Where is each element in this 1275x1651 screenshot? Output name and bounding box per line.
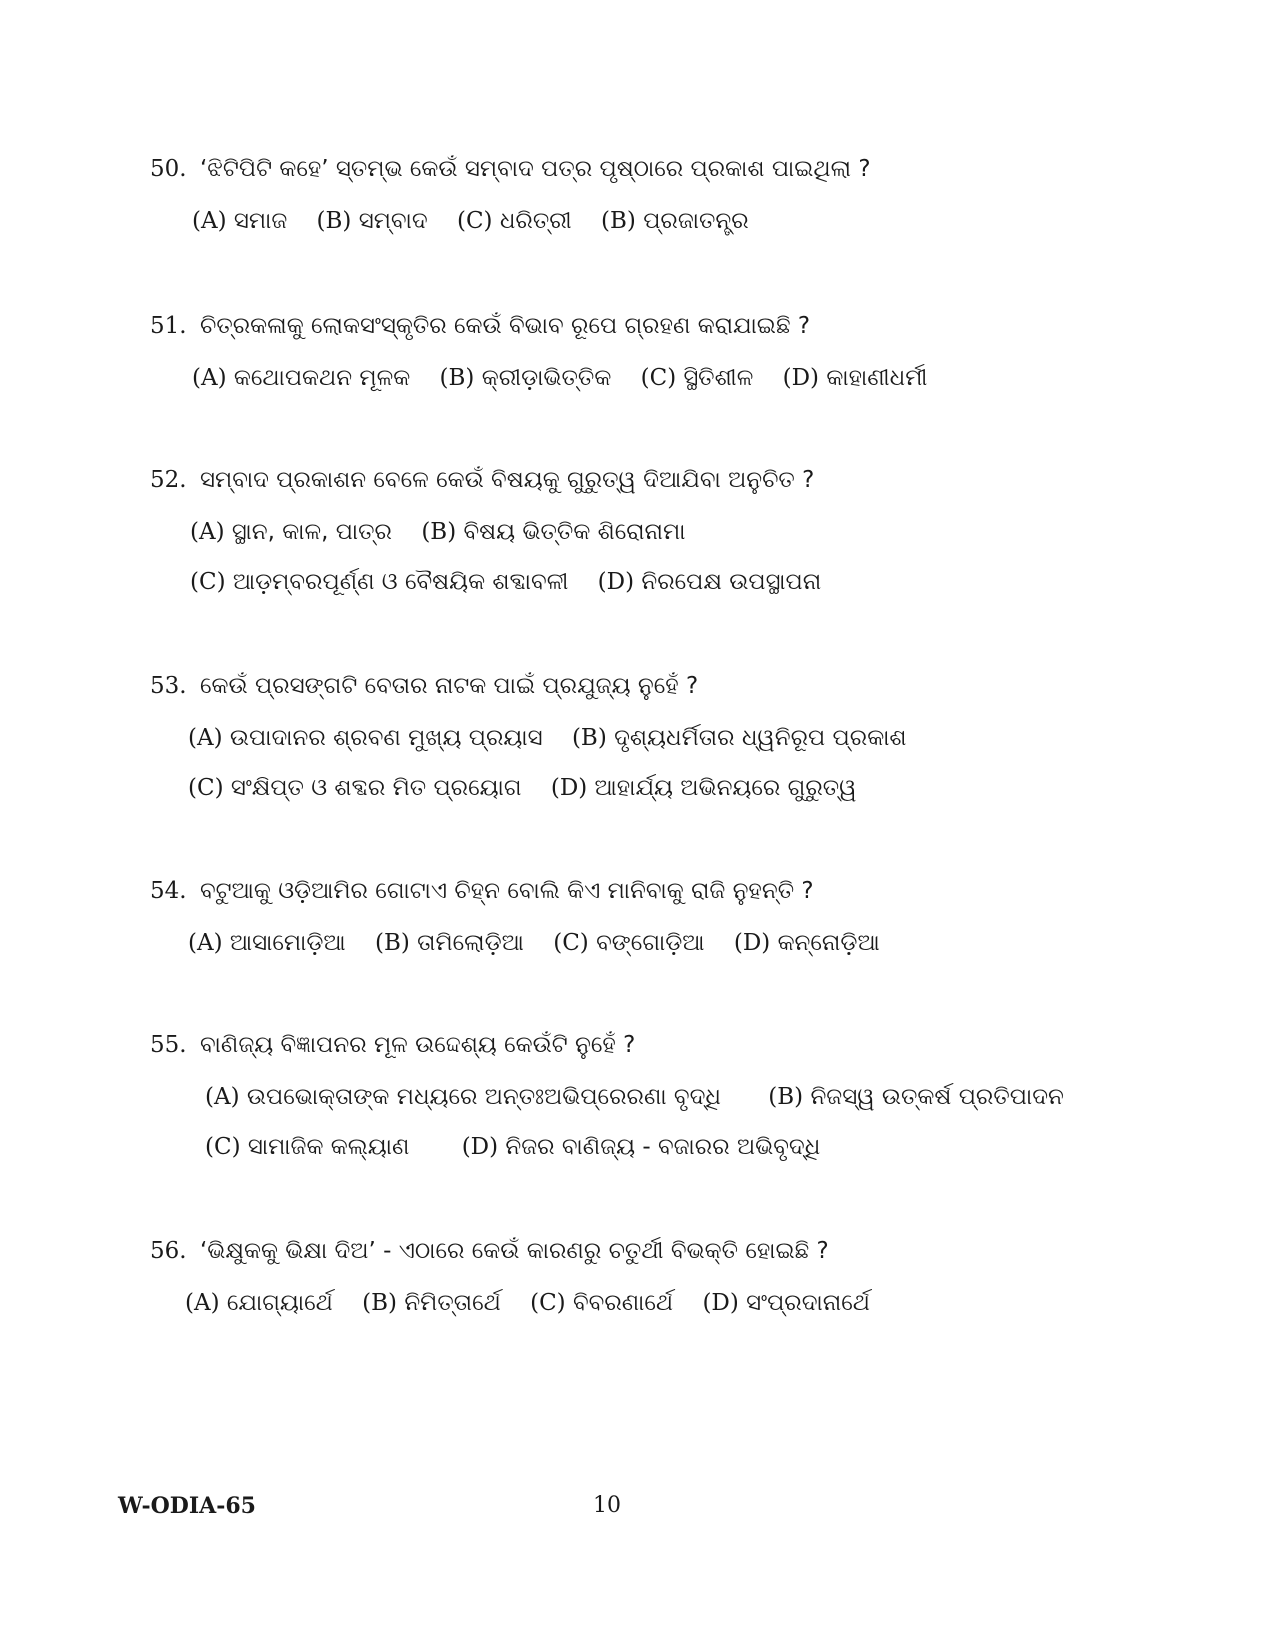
option-letter: (D) bbox=[782, 365, 820, 391]
option bbox=[205, 1082, 721, 1112]
question-55 bbox=[150, 1030, 1150, 1162]
option-text: ନିମିତ୍ତାର୍ଥେ bbox=[404, 1290, 501, 1316]
question-number: 52. bbox=[150, 467, 187, 493]
option-letter: (A) bbox=[188, 930, 223, 956]
options-line bbox=[150, 567, 1150, 597]
option-text: ବିବରଣାର୍ଥେ bbox=[572, 1290, 674, 1316]
option-text: କାହାଣୀଧର୍ମୀ bbox=[826, 365, 928, 391]
question-text: ବଟୁଆକୁ ଓଡ଼ିଆମିର ଗୋଟାଏ ଚିହ୍ନ ବୋଲି କିଏ ମାନିବାକୁ ରାଜି ନୁହନ୍ତି ? bbox=[200, 878, 814, 904]
option bbox=[440, 363, 612, 393]
option bbox=[783, 363, 928, 393]
option-text: ପ୍ରଜାତନ୍ତ୍ର bbox=[643, 208, 749, 234]
option bbox=[553, 928, 704, 958]
option bbox=[375, 928, 524, 958]
question-number: 54. bbox=[150, 878, 187, 904]
option-letter: (D) bbox=[702, 1290, 739, 1316]
option-text: ସାମାଜିକ କଲ୍ୟାଣ bbox=[247, 1134, 410, 1160]
question-51 bbox=[150, 311, 1150, 393]
options-line bbox=[150, 773, 1150, 803]
option-letter: (A) bbox=[185, 1290, 220, 1316]
option-letter: (A) bbox=[192, 365, 227, 391]
option bbox=[551, 773, 857, 803]
option-text: ସଂପ୍ରଦାନାର୍ଥେ bbox=[746, 1290, 870, 1316]
option-letter: (D) bbox=[597, 569, 635, 595]
question-number: 53. bbox=[150, 673, 187, 699]
option bbox=[192, 206, 287, 236]
option bbox=[188, 928, 346, 958]
question-53 bbox=[150, 671, 1150, 803]
option-letter: (C) bbox=[530, 1290, 566, 1316]
question-number: 56. bbox=[150, 1238, 187, 1264]
option-letter: (C) bbox=[640, 365, 677, 391]
option-text: ସ୍ଥାନ, କାଳ, ପାତ୍ର bbox=[231, 519, 392, 545]
question-number: 55. bbox=[150, 1032, 187, 1058]
option bbox=[362, 1288, 501, 1318]
page-number: 10 bbox=[593, 1493, 621, 1518]
option-text: ନିଜର ବାଣିଜ୍ୟ - ବଜାରର ଅଭିବୃଦ୍ଧି bbox=[505, 1134, 821, 1160]
question-text-line bbox=[150, 671, 1150, 701]
option-letter: (B) bbox=[768, 1084, 804, 1110]
question-text: ‘ଝିଟିପିଟି କହେ’ ସ୍ତମ୍ଭ କେଉଁ ସମ୍ବାଦ ପତ୍ର ପୃଷ୍ଠାରେ ପ୍ରକାଶ ପାଇଥିଲା ? bbox=[200, 156, 871, 182]
question-text: ସମ୍ବାଦ ପ୍ରକାଶନ ବେଳେ କେଉଁ ବିଷୟକୁ ଗୁରୁତ୍ୱ ଦିଆଯିବା ଅନୁଚିତ ? bbox=[200, 467, 815, 493]
option-letter: (C) bbox=[456, 208, 493, 234]
option-text: ଆସାମୋଡ଼ିଆ bbox=[229, 930, 346, 956]
option-letter: (A) bbox=[188, 725, 223, 751]
option-letter: (B) bbox=[362, 1290, 398, 1316]
option bbox=[572, 723, 907, 753]
option-letter: (C) bbox=[188, 775, 224, 801]
option-text: ନିରପେକ୍ଷ ଉପସ୍ଥାପନା bbox=[641, 569, 822, 595]
question-52 bbox=[150, 465, 1150, 597]
option bbox=[188, 773, 522, 803]
option-text: ବଙ୍ଗୋଡ଼ିଆ bbox=[596, 930, 705, 956]
option-letter: (A) bbox=[205, 1084, 240, 1110]
options-line bbox=[150, 517, 1150, 547]
options-line bbox=[150, 1132, 1150, 1162]
option bbox=[462, 1132, 821, 1162]
option-text: ବିଷୟ ଭିତ୍ତିକ ଶିରୋନାମା bbox=[463, 519, 686, 545]
option-letter: (D) bbox=[461, 1134, 499, 1160]
question-text-line bbox=[150, 1236, 1150, 1266]
question-50 bbox=[150, 154, 1150, 236]
option bbox=[185, 1288, 333, 1318]
option-text: କନ୍ନୋଡ଼ିଆ bbox=[777, 930, 880, 956]
option-letter: (B) bbox=[421, 519, 457, 545]
option bbox=[457, 206, 572, 236]
question-56 bbox=[150, 1236, 1150, 1318]
option-text: ଧରିତ୍ରୀ bbox=[499, 208, 572, 234]
option bbox=[205, 1132, 409, 1162]
options-line bbox=[150, 928, 1150, 958]
option-text: ସଂକ୍ଷିପ୍ତ ଓ ଶବ୍ଦର ମିତ ପ୍ରୟୋଗ bbox=[230, 775, 522, 801]
question-text-line bbox=[150, 311, 1150, 341]
option bbox=[188, 723, 543, 753]
option bbox=[421, 517, 685, 547]
options-line bbox=[150, 1288, 1150, 1318]
options-line bbox=[150, 363, 1150, 393]
option-text: କଥୋପକଥନ ମୂଳକ bbox=[233, 365, 411, 391]
option-text: ତାମିଲୋଡ଼ିଆ bbox=[417, 930, 524, 956]
option bbox=[190, 517, 392, 547]
options-line bbox=[150, 206, 1150, 236]
question-text: ‘ଭିକ୍ଷୁକକୁ ଭିକ୍ଷା ଦିଅ’ - ଏଠାରେ କେଉଁ କାରଣରୁ ଚତୁର୍ଥୀ ବିଭକ୍ତି ହୋଇଛି ? bbox=[200, 1238, 829, 1264]
option-text: ସମ୍ବାଦ bbox=[358, 208, 428, 234]
question-54 bbox=[150, 876, 1150, 958]
question-text-line bbox=[150, 154, 1150, 184]
option bbox=[768, 1082, 1064, 1112]
option-text: ଉପାଦାନର ଶ୍ରବଣ ମୁଖ୍ୟ ପ୍ରୟାସ bbox=[229, 725, 543, 751]
option bbox=[192, 363, 410, 393]
option bbox=[598, 567, 822, 597]
option-letter: (C) bbox=[553, 930, 589, 956]
option-letter: (A) bbox=[190, 519, 225, 545]
option-text: ଆଡ଼ମ୍ବରପୂର୍ଣ୍ଣ ଓ ବୈଷୟିକ ଶବ୍ଦାବଳୀ bbox=[232, 569, 569, 595]
question-number: 50. bbox=[150, 156, 187, 182]
option-text: କ୍ରୀଡ଼ାଭିତ୍ତିକ bbox=[481, 365, 612, 391]
option-letter: (B) bbox=[316, 208, 352, 234]
option-text: ଦୃଶ୍ୟଧର୍ମିତାର ଧ୍ୱନିରୂପ ପ୍ରକାଶ bbox=[614, 725, 907, 751]
paper-code: W-ODIA-65 bbox=[118, 1493, 256, 1519]
option-text: ଆହାର୍ଯ୍ୟ ଅଭିନୟରେ ଗୁରୁତ୍ୱ bbox=[594, 775, 857, 801]
option-text: ସ୍ଥିତିଶୀଳ bbox=[683, 365, 754, 391]
question-text: ବାଣିଜ୍ୟ ବିଜ୍ଞାପନର ମୂଳ ଉଦ୍ଦେଶ୍ୟ କେଉଁଟି ନୁହେଁ ? bbox=[200, 1032, 636, 1058]
option-letter: (A) bbox=[192, 208, 227, 234]
question-number: 51. bbox=[150, 313, 187, 339]
question-text: କେଉଁ ପ୍ରସଙ୍ଗଟି ବେତାର ନାଟକ ପାଇଁ ପ୍ରଯୁଜ୍ୟ ନୁହେଁ ? bbox=[200, 673, 699, 699]
option bbox=[530, 1288, 673, 1318]
question-text-line bbox=[150, 1030, 1150, 1060]
option-letter: (B) bbox=[601, 208, 636, 234]
option-letter: (C) bbox=[205, 1134, 241, 1160]
option-text: ଉପଭୋକ୍ତାଙ୍କ ମଧ୍ୟରେ ଅନ୍ତଃଅଭିପ୍ରେରଣା ବୃଦ୍ଧି bbox=[246, 1084, 721, 1110]
option-letter: (C) bbox=[190, 569, 226, 595]
question-text-line bbox=[150, 465, 1150, 495]
option bbox=[601, 206, 749, 236]
options-line bbox=[150, 1082, 1150, 1112]
option-text: ସମାଜ bbox=[233, 208, 288, 234]
option-letter: (D) bbox=[733, 930, 771, 956]
option bbox=[702, 1288, 870, 1318]
option-letter: (D) bbox=[550, 775, 588, 801]
option bbox=[641, 363, 754, 393]
question-text-line bbox=[150, 876, 1150, 906]
question-text: ଚିତ୍ରକଳାକୁ ଲୋକସଂସ୍କୃତିର କେଉଁ ବିଭାବ ରୂପେ ଗ୍ରହଣ କରାଯାଇଛି ? bbox=[200, 313, 811, 339]
option-text: ଯୋଗ୍ୟାର୍ଥେ bbox=[226, 1290, 333, 1316]
option bbox=[190, 567, 568, 597]
option-letter: (B) bbox=[439, 365, 475, 391]
option bbox=[317, 206, 428, 236]
option-letter: (B) bbox=[374, 930, 410, 956]
option bbox=[734, 928, 880, 958]
option-text: ନିଜସ୍ୱ ଉତ୍କର୍ଷ ପ୍ରତିପାଦନ bbox=[810, 1084, 1064, 1110]
option-letter: (B) bbox=[571, 725, 607, 751]
options-line bbox=[150, 723, 1150, 753]
